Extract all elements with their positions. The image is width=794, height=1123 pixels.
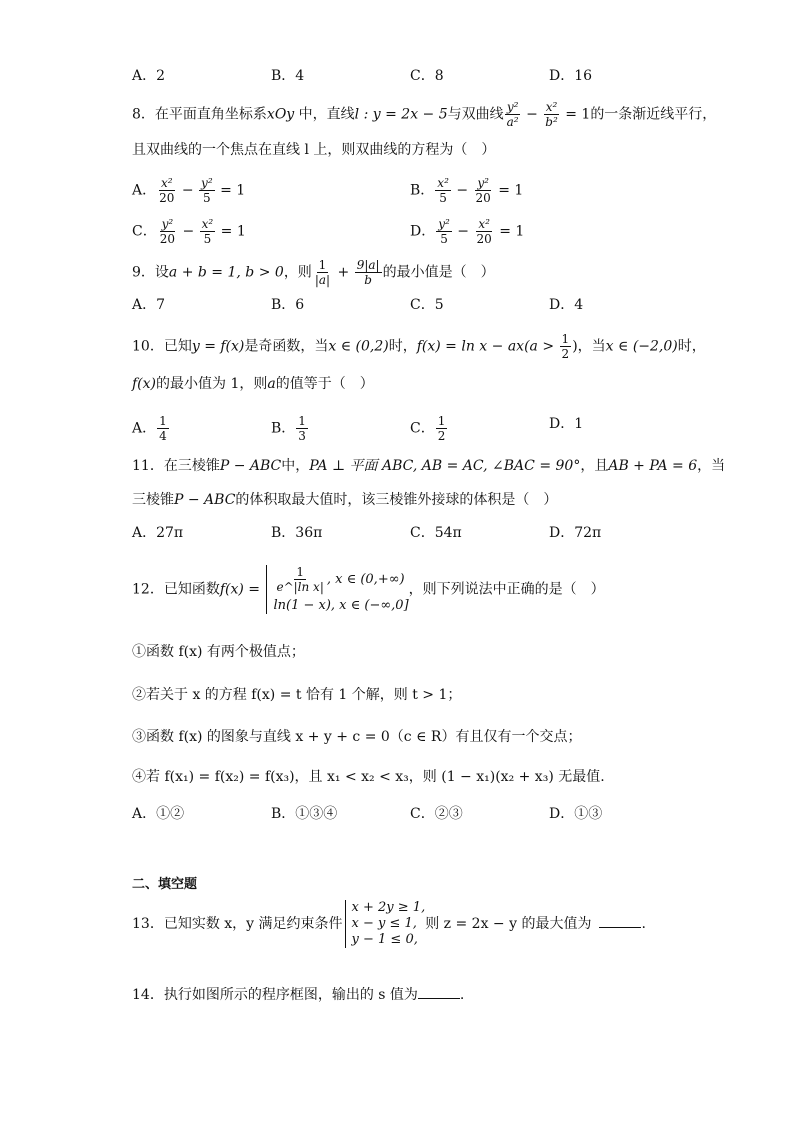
q10-a-den: 4 <box>159 429 167 443</box>
q10-mid3: ，当 <box>577 338 606 355</box>
q8-frac2-num: x² <box>545 100 558 114</box>
q10-a-frac <box>157 414 169 443</box>
q8-mid2: 与双曲线 <box>447 106 504 123</box>
q10-def: f(x) = ln x − ax <box>416 338 525 355</box>
q12-case1-num: 1 <box>296 565 304 579</box>
q11-l1g: ，当 <box>697 458 726 474</box>
q8-b-frac1 <box>435 176 451 205</box>
q10-option-c-label: C． <box>410 420 435 437</box>
q9-frac2 <box>355 258 382 287</box>
q11-l1d: PA ⊥ 平面 ABC, AB = AC, ∠BAC = 90° <box>309 458 581 474</box>
q8-option-b[interactable] <box>410 176 523 205</box>
q12-stem <box>132 565 605 614</box>
q10-b-num: 1 <box>298 414 306 428</box>
q8-b-d1: 5 <box>439 191 447 205</box>
q10-cond-open: (a > <box>524 338 559 355</box>
q8-xoy: xOy <box>266 106 295 123</box>
q13-period: . <box>641 916 646 932</box>
q10-half <box>560 332 572 361</box>
q8-b-d2: 20 <box>475 191 491 205</box>
q10-b-den: 3 <box>298 429 306 443</box>
q10-option-b-label: B． <box>271 420 296 437</box>
q11-option-d[interactable]: D．72π <box>549 525 602 541</box>
q10-line2-fx: f(x) <box>132 376 157 392</box>
q11-l1c: 中， <box>281 458 310 474</box>
q8-a-d1: 20 <box>159 191 175 205</box>
q8-d-minus: − <box>452 223 474 240</box>
q13-answer-blank[interactable] <box>599 913 641 928</box>
q8-c-minus: − <box>178 223 199 240</box>
q11-stem-line1 <box>132 456 725 476</box>
q10-line2-end: 的值等于（ ） <box>275 376 374 392</box>
q9-end: 的最小值是（ ） <box>382 264 495 281</box>
q10-b-frac <box>296 414 308 443</box>
q8-c-frac1 <box>158 217 177 246</box>
q9-cond: a + b = 1, b > 0 <box>168 264 284 281</box>
q12-prefix: 12．已知函数 <box>132 581 220 598</box>
q10-option-a[interactable] <box>132 414 170 443</box>
q9-f1-num: 1 <box>318 258 327 272</box>
q10-fn: y = f(x) <box>191 338 245 355</box>
q10-dom1: x ∈ (0,2) <box>328 338 389 355</box>
q10-mid2: 时， <box>388 338 417 355</box>
q10-mid1: 是奇函数，当 <box>244 338 329 355</box>
q8-a-d2: 5 <box>203 191 211 205</box>
q8-a-n2: y² <box>201 176 213 190</box>
q10-cond-close: ) <box>572 338 578 355</box>
q8-b-minus: − <box>451 182 473 199</box>
q11-l2c: 的体积取最大值时，该三棱锥外接球的体积是（ ） <box>235 492 558 508</box>
q8-option-c[interactable] <box>132 217 246 246</box>
q10-option-b[interactable] <box>271 414 309 443</box>
q8-minus: − <box>521 106 543 123</box>
q8-frac2-den: b² <box>545 115 558 129</box>
q13-end: 则 z = 2x − y 的最大值为 <box>425 916 592 932</box>
q8-c-d1: 20 <box>159 232 175 246</box>
q10-half-den: 2 <box>561 347 570 361</box>
q9-f1-den: |a| <box>314 273 331 287</box>
q12-case1-frac <box>274 565 325 594</box>
q11-l2b: P − ABC <box>174 492 236 508</box>
q8-b-eq: = 1 <box>493 182 524 199</box>
q11-option-c[interactable]: C．54π <box>410 525 462 541</box>
q10-c-frac <box>436 414 448 443</box>
q7-option-c[interactable]: C．8 <box>410 68 444 84</box>
q12-end: ，则下列说法中正确的是（ ） <box>408 581 605 598</box>
q9-option-b[interactable]: B．6 <box>271 297 305 313</box>
q13-constraints <box>345 900 426 948</box>
q8-d-n2: x² <box>478 217 490 231</box>
q11-l1b: P − ABC <box>219 458 282 474</box>
q8-option-d[interactable] <box>410 217 524 246</box>
q8-end1: 的一条渐近线平行， <box>590 106 717 123</box>
q8-c-frac2 <box>200 217 216 246</box>
q13-stem <box>132 900 646 948</box>
q14-text: 14．执行如图所示的程序框图，输出的 s 值为 <box>132 987 418 1003</box>
q8-b-n2: y² <box>477 176 489 190</box>
q11-option-b[interactable]: B．36π <box>271 525 323 541</box>
q8-frac1 <box>505 100 521 129</box>
q12-case1 <box>273 565 408 594</box>
q8-d-n1: y² <box>438 217 450 231</box>
q10-stem-line1 <box>132 332 706 361</box>
q14-period: . <box>459 987 465 1003</box>
q13-constraint-2: x − y ≤ 1, <box>351 916 417 931</box>
q8-option-d-label: D． <box>410 223 436 240</box>
q10-end1: 时， <box>677 338 706 355</box>
q12-option-b[interactable]: B．①③④ <box>271 806 338 822</box>
q12-case2: ln(1 − x), x ∈ (−∞,0] <box>273 598 409 613</box>
q10-option-c[interactable] <box>410 414 448 443</box>
q10-stem-line2 <box>132 374 374 394</box>
q8-d-frac2 <box>474 217 493 246</box>
q9-stem <box>132 258 495 287</box>
q9-f2-den: b <box>364 273 372 287</box>
q11-l1a: 11．在三棱锥 <box>132 458 220 474</box>
q10-a-num: 1 <box>159 414 167 428</box>
q11-l1f: AB + PA = 6 <box>608 458 698 474</box>
q8-line-eq: l : y = 2x − 5 <box>354 106 448 123</box>
q13-constraint-3: y − 1 ≤ 0, <box>351 932 418 947</box>
q10-option-d[interactable]: D．1 <box>549 416 584 432</box>
q12-statement-4: ④若 f(x₁) = f(x₂) = f(x₃)，且 x₁ < x₂ < x₃，则 (1 − x₁)(x₂ + x₃) 无最值. <box>132 769 605 785</box>
q8-c-eq: = 1 <box>216 223 246 240</box>
q10-prefix: 10．已知 <box>132 338 192 355</box>
q8-b-n1: x² <box>437 176 449 190</box>
q12-option-d[interactable]: D．①③ <box>549 806 603 822</box>
q8-c-n1: y² <box>161 217 174 231</box>
q8-prefix: 8．在平面直角坐标系 <box>132 106 267 123</box>
q8-a-frac1 <box>157 176 176 205</box>
q12-statement-3: ③函数 f(x) 的图象与直线 x + y + c = 0（c ∈ R）有且仅有一个交点； <box>132 729 582 745</box>
q10-c-den: 2 <box>437 429 446 443</box>
q12-case1-dom: , x ∈ (0,+∞) <box>326 572 405 587</box>
q8-stem-line2: 且双曲线的一个焦点在直线 l 上，则双曲线的方程为（ ） <box>132 142 496 158</box>
q8-stem-line1 <box>132 100 716 129</box>
q9-options <box>132 295 692 315</box>
q8-d-d1: 5 <box>440 232 448 246</box>
q7-option-d[interactable]: D．16 <box>549 68 593 84</box>
q8-c-d2: 5 <box>203 232 212 246</box>
section-heading-fill-in: 二、填空题 <box>132 877 198 892</box>
q11-stem-line2 <box>132 490 557 510</box>
q10-option-a-label: A． <box>132 420 157 437</box>
q8-option-a-label: A． <box>132 182 157 199</box>
q12-fx: f(x) = <box>219 581 265 598</box>
q8-frac2 <box>543 100 560 129</box>
q8-b-frac2 <box>474 176 493 205</box>
q12-case1-den: e^|ln x| <box>276 580 324 594</box>
q9-option-d[interactable]: D．4 <box>549 297 584 313</box>
q9-option-a[interactable]: A．7 <box>132 297 166 313</box>
q13-constraint-1: x + 2y ≥ 1, <box>351 900 426 915</box>
q7-options <box>132 66 692 86</box>
q9-frac1 <box>313 258 332 287</box>
q12-statement-2: ②若关于 x 的方程 f(x) = t 恰有 1 个解，则 t > 1； <box>132 687 462 703</box>
q8-c-n2: x² <box>201 217 214 231</box>
q8-options-row1 <box>132 176 692 205</box>
q10-options <box>132 414 692 443</box>
q8-d-eq: = 1 <box>494 223 525 240</box>
q8-mid1: 中，直线 <box>294 106 355 123</box>
q10-line2-text: 的最小值为 1，则 <box>156 376 268 392</box>
q8-eq1: = 1 <box>560 106 591 123</box>
q12-options <box>132 804 692 824</box>
q9-plus: + <box>333 264 354 281</box>
q7-option-b[interactable]: B．4 <box>271 68 305 84</box>
q8-a-frac2 <box>199 176 215 205</box>
q8-options-row2 <box>132 217 692 246</box>
q11-l1e: ，且 <box>580 458 609 474</box>
q14-answer-blank[interactable] <box>418 984 460 999</box>
q13-prefix: 13．已知实数 x，y 满足约束条件 <box>132 916 343 932</box>
q10-c-num: 1 <box>437 414 446 428</box>
q10-line2-a: a <box>267 376 276 392</box>
q12-option-a[interactable]: A．①② <box>132 806 185 822</box>
q7-option-a[interactable]: A．2 <box>132 68 166 84</box>
q14-stem <box>132 984 464 1005</box>
q8-option-c-label: C． <box>132 223 157 240</box>
q12-piecewise <box>266 565 408 614</box>
q11-l2a: 三棱锥 <box>132 492 174 508</box>
q9-f2-num: 9|a| <box>356 258 380 272</box>
q10-half-num: 1 <box>561 332 570 346</box>
q10-dom2: x ∈ (−2,0) <box>605 338 678 355</box>
q11-option-a[interactable]: A．27π <box>132 525 184 541</box>
q12-statement-1: ①函数 f(x) 有两个极值点； <box>132 644 305 660</box>
q8-a-eq: = 1 <box>215 182 246 199</box>
q8-a-minus: − <box>177 182 199 199</box>
q9-option-c[interactable]: C．5 <box>410 297 444 313</box>
q8-frac1-num: y² <box>506 100 519 114</box>
q8-option-a[interactable] <box>132 176 245 205</box>
q9-mid: ，则 <box>283 264 312 281</box>
q8-a-n1: x² <box>160 176 173 190</box>
q8-d-d2: 20 <box>476 232 492 246</box>
q12-option-c[interactable]: C．②③ <box>410 806 463 822</box>
q8-option-b-label: B． <box>410 182 435 199</box>
q8-d-frac1 <box>436 217 452 246</box>
q8-frac1-den: a² <box>506 115 519 129</box>
q9-prefix: 9．设 <box>132 264 169 281</box>
q11-options <box>132 523 692 543</box>
